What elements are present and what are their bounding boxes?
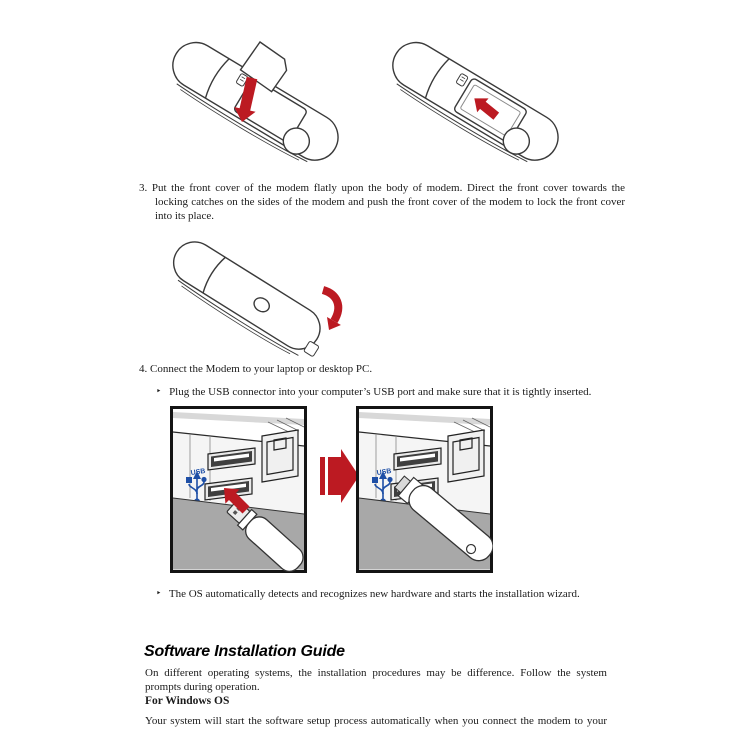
bullet-text: The OS automatically detects and recognizes new hardware and starts the installation wizard. bbox=[168, 588, 580, 600]
subheading-for-windows: For Windows OS bbox=[145, 695, 230, 707]
illustration-sim-insert-push bbox=[362, 20, 580, 168]
modem-open-back bbox=[381, 34, 567, 168]
bullet-text: Plug the USB connector into your computer’s USB port and make sure that it is tightly inserted. bbox=[169, 386, 592, 398]
step-number: 3. bbox=[139, 182, 148, 194]
section-heading: Software Installation Guide bbox=[144, 643, 345, 660]
step-3 bbox=[139, 181, 625, 223]
illustration-sim-insert-down bbox=[142, 20, 360, 168]
modem-with-cover bbox=[162, 234, 333, 360]
step-text: Put the front cover of the modem flatly upon the body of modem. Direct the front cover towards the locking catches on the sides of the modem and push the front cover of the modem to lock the front cover into its place. bbox=[151, 182, 626, 222]
step-text: Connect the Modem to your laptop or desktop PC. bbox=[150, 363, 373, 375]
section-last-line: Your system will start the software setup process automatically when you connect the modem to your bbox=[145, 715, 607, 727]
illustration-cover-close bbox=[146, 230, 346, 360]
bullet-icon: ‣ bbox=[156, 588, 162, 598]
step-4 bbox=[139, 362, 625, 376]
bullet-icon: ‣ bbox=[156, 386, 162, 396]
illustration-usb-plug-after bbox=[356, 406, 493, 573]
red-curved-arrow-icon bbox=[323, 290, 341, 330]
bullet-plug-usb bbox=[156, 385, 611, 399]
bullet-os-detects bbox=[156, 587, 611, 601]
illustration-usb-plug-before bbox=[170, 406, 307, 573]
section-paragraph: On different operating systems, the installation procedures may be difference. Follow the system prompts during operation. bbox=[145, 667, 607, 693]
step-number: 4. bbox=[139, 363, 148, 375]
